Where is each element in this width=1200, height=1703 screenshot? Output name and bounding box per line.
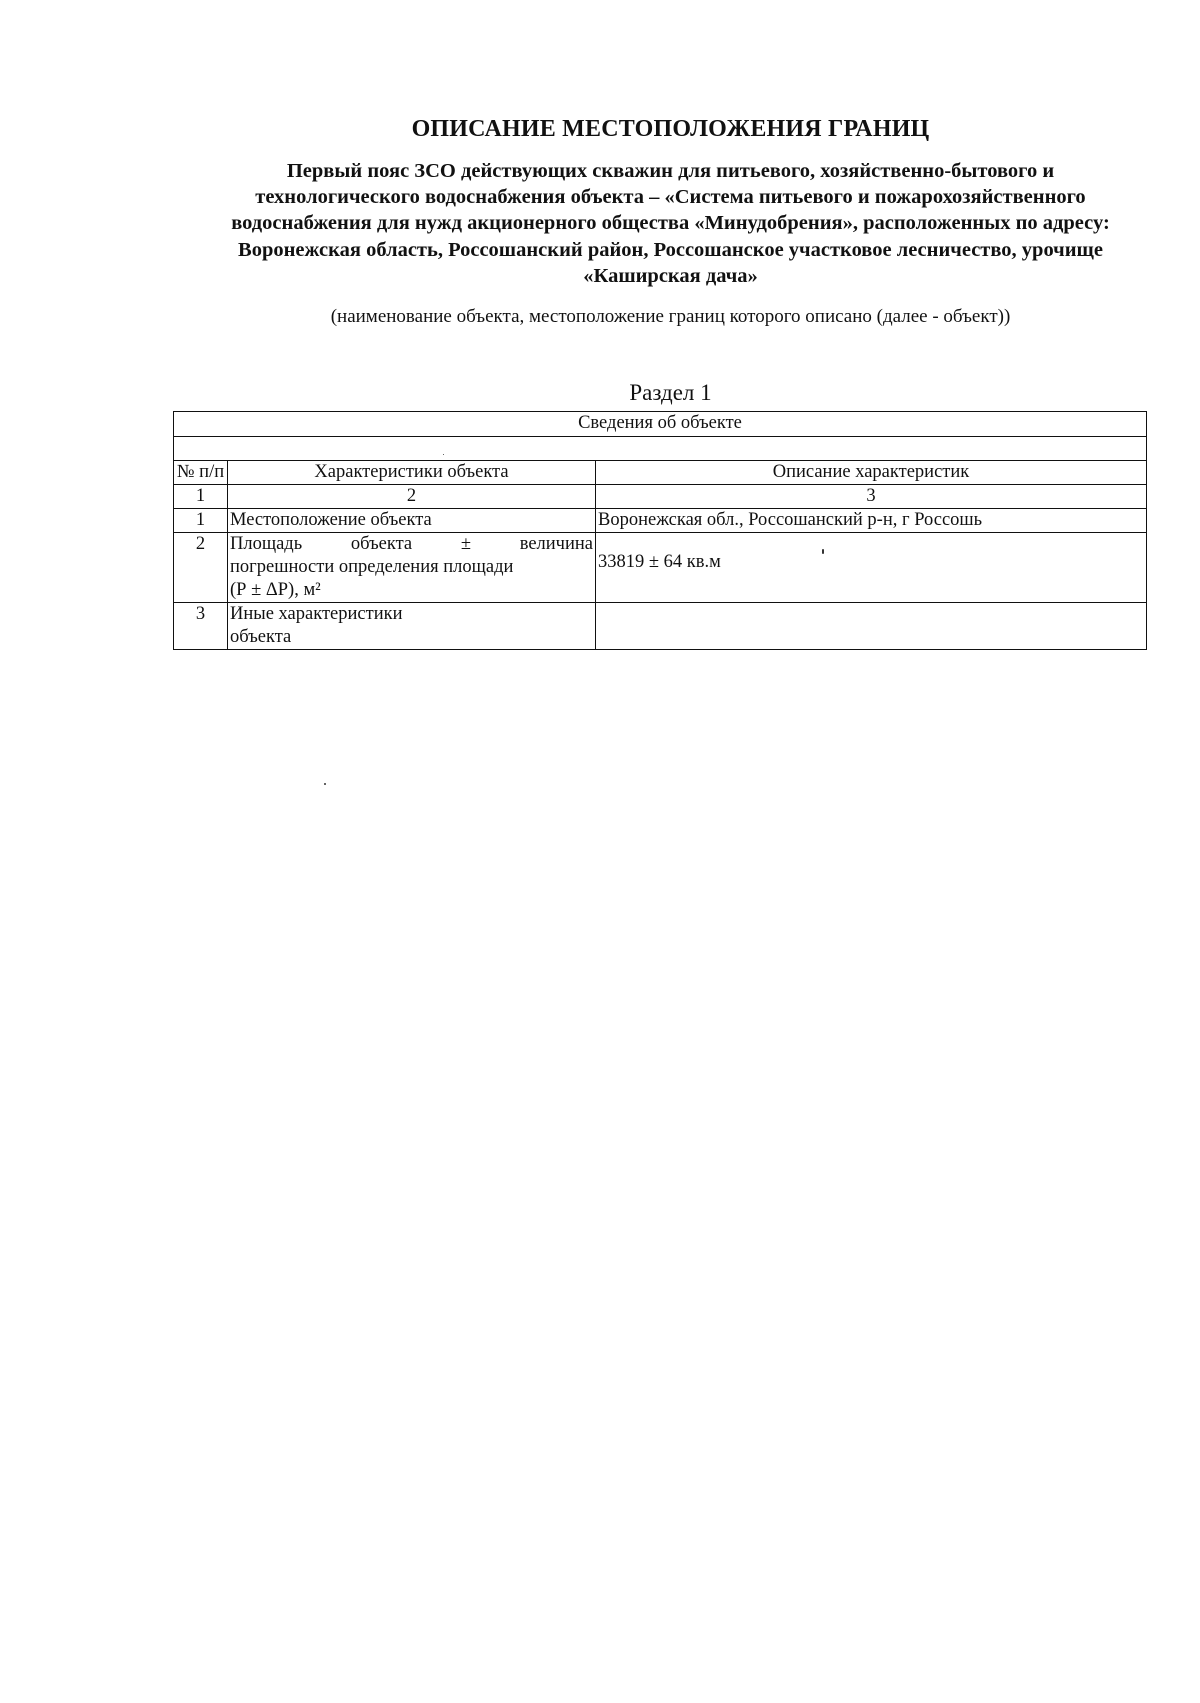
row-description: 33819 ± 64 кв.м <box>596 533 1147 603</box>
object-name-line: Воронежская область, Россошанский район, Россошанское участковое лесничество, урочище <box>238 238 1103 261</box>
document-title: ОПИСАНИЕ МЕСТОПОЛОЖЕНИЯ ГРАНИЦ <box>411 116 930 142</box>
column-number: 2 <box>228 485 596 509</box>
object-info-table <box>173 411 1147 650</box>
characteristic-line: (Р ± ΔР), м² <box>230 580 321 600</box>
table-blank-cell <box>174 437 1147 461</box>
row-characteristic <box>228 603 596 650</box>
table-row <box>174 603 1147 650</box>
scan-speck <box>443 454 444 455</box>
row-description <box>596 603 1147 650</box>
object-name-line: технологического водоснабжения объекта – «Система питьевого и пожарохозяйственного <box>255 186 1086 209</box>
row-description: Воронежская обл., Россошанский р-н, г Россошь <box>596 509 1147 533</box>
row-number: 3 <box>174 603 228 650</box>
column-header-num: № п/п <box>174 461 228 485</box>
object-caption: (наименование объекта, местоположение границ которого описано (далее - объект)) <box>330 306 1011 327</box>
table-header-row <box>174 412 1147 437</box>
scan-speck <box>822 549 824 554</box>
object-name-line: Первый пояс ЗСО действующих скважин для питьевого, хозяйственно-бытового и <box>286 160 1055 182</box>
column-number: 3 <box>596 485 1147 509</box>
row-number: 2 <box>174 533 228 603</box>
table-row <box>174 509 1147 533</box>
scan-speck <box>324 783 326 785</box>
table-header: Сведения об объекте <box>174 412 1147 437</box>
row-characteristic <box>228 533 596 603</box>
object-name-line: «Каширская дача» <box>583 264 758 287</box>
column-header-characteristic: Характеристики объекта <box>228 461 596 485</box>
characteristic-line: Местоположение объекта <box>230 510 432 530</box>
row-characteristic <box>228 509 596 533</box>
object-name <box>170 158 1171 289</box>
column-number: 1 <box>174 485 228 509</box>
column-headers-row <box>174 461 1147 485</box>
column-numbers-row <box>174 485 1147 509</box>
table-row <box>174 533 1147 603</box>
object-name-line: водоснабжения для нужд акционерного общества «Минудобрения», расположенных по адресу: <box>231 212 1110 235</box>
characteristic-line: объекта <box>230 627 292 647</box>
characteristic-line: Площадь объекта ± величина <box>230 534 593 554</box>
row-number: 1 <box>174 509 228 533</box>
characteristic-line: Иные характеристики <box>230 604 403 624</box>
section-label: Раздел 1 <box>629 380 712 405</box>
table-blank-row <box>174 437 1147 461</box>
column-header-description: Описание характеристик <box>596 461 1147 485</box>
characteristic-line: погрешности определения площади <box>230 557 514 577</box>
